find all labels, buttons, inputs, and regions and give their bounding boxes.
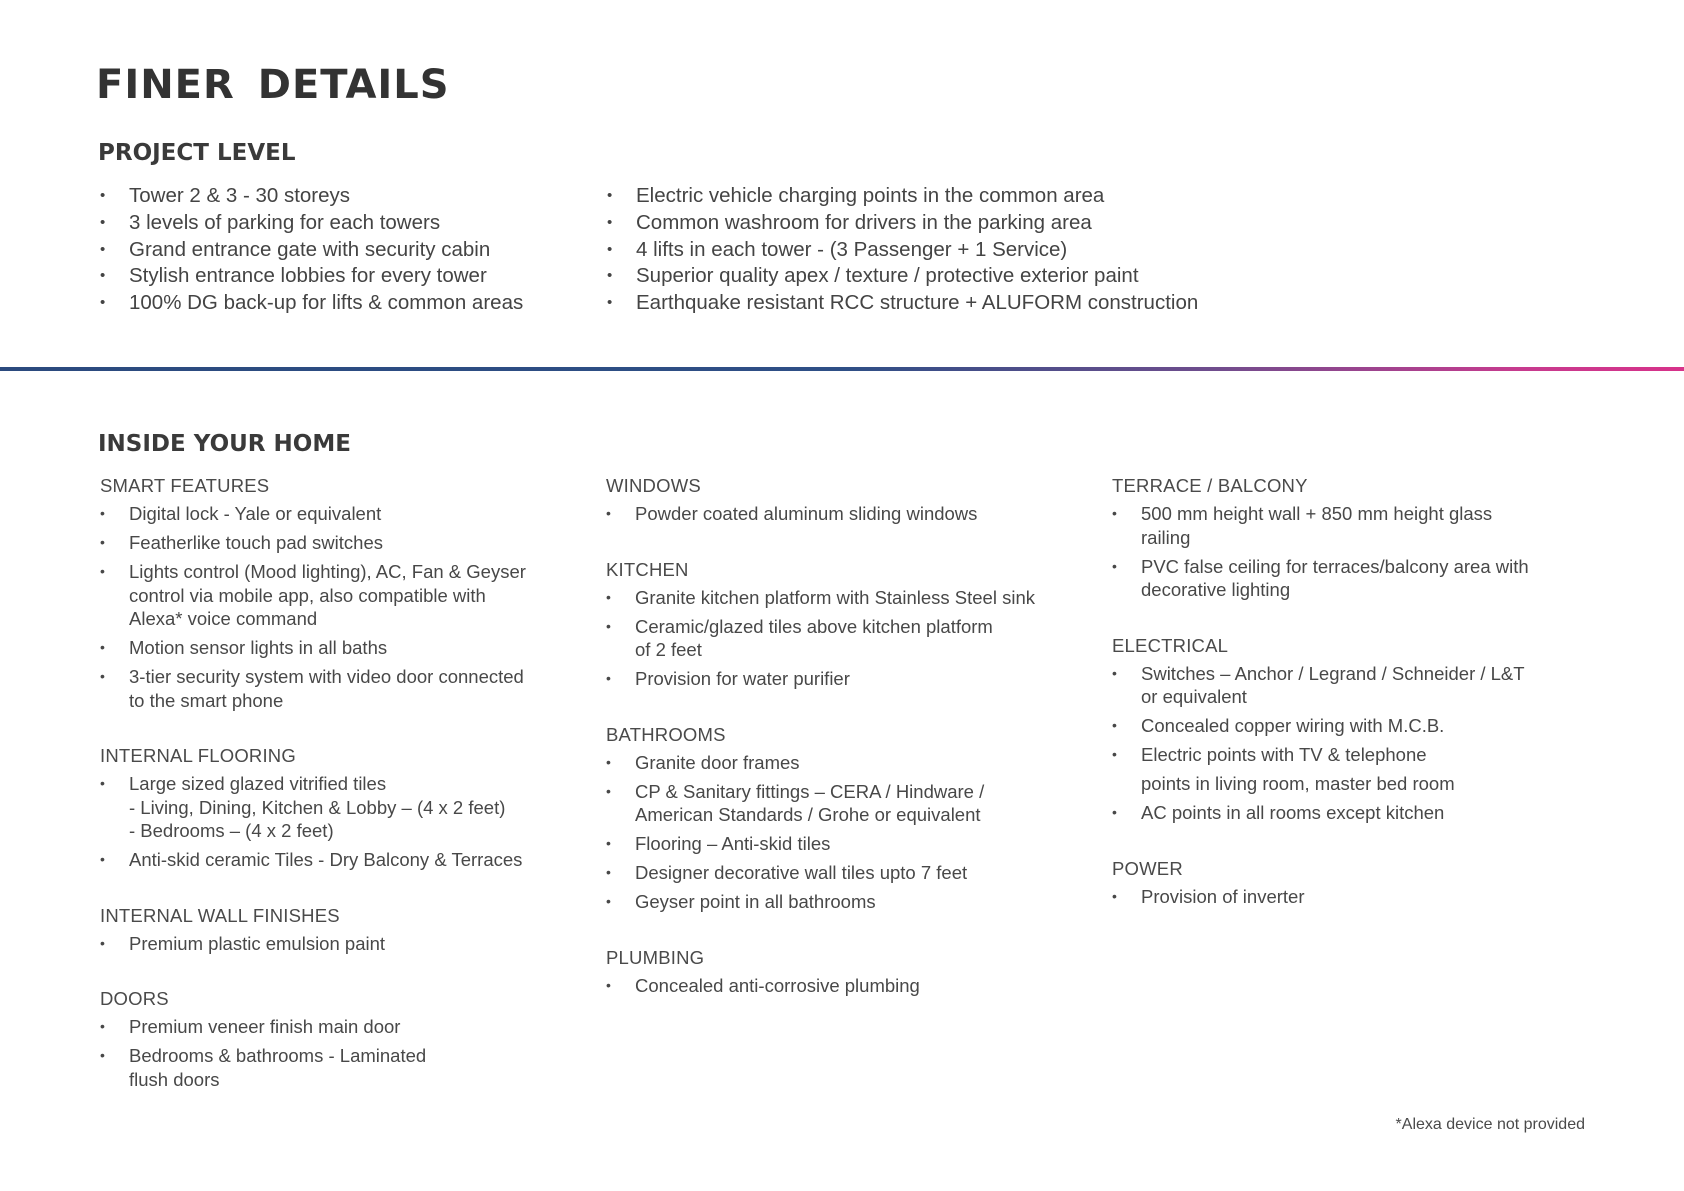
section-title: POWER xyxy=(1112,857,1183,879)
electrical-list xyxy=(1112,662,1572,825)
internal-flooring-section xyxy=(100,744,590,872)
project-level-heading: PROJECT LEVEL xyxy=(98,140,296,166)
list-item: • Granite door frames xyxy=(606,751,1096,775)
electrical-section xyxy=(1112,634,1572,825)
list-item: • 100% DG back-up for lifts & common areas xyxy=(98,290,523,317)
list-item: • Bedrooms & bathrooms - Laminated flush doors xyxy=(100,1044,590,1091)
project-features-right xyxy=(605,183,1198,317)
section-title: WINDOWS xyxy=(606,475,701,496)
list-item: • 500 mm height wall + 850 mm height glass railing xyxy=(1112,502,1572,549)
list-item: • CP & Sanitary fittings – CERA / Hindware / American Standards / Grohe or equivalent xyxy=(606,780,1096,827)
list-item: • Tower 2 & 3 - 30 storeys xyxy=(98,183,523,210)
list-item: • Provision for water purifier xyxy=(606,667,1096,691)
bathrooms-list xyxy=(606,751,1096,914)
list-item: • Earthquake resistant RCC structure + ALUFORM construction xyxy=(605,290,1198,317)
kitchen-section xyxy=(606,558,1096,691)
home-column-2 xyxy=(606,474,1096,1029)
terrace-balcony-section xyxy=(1112,474,1572,602)
windows-list xyxy=(606,502,1096,526)
list-item: • Common washroom for drivers in the parking area xyxy=(605,210,1198,237)
smart-features-section xyxy=(100,474,590,712)
list-item: • 3-tier security system with video door connected to the smart phone xyxy=(100,665,590,712)
section-title: PLUMBING xyxy=(606,946,705,968)
list-item: • AC points in all rooms except kitchen xyxy=(1112,801,1572,825)
list-item: • PVC false ceiling for terraces/balcony area with decorative lighting xyxy=(1112,555,1572,602)
section-title: DOORS xyxy=(100,988,169,1009)
flooring-list xyxy=(100,772,590,872)
plumbing-section xyxy=(606,946,1096,998)
list-item: • Switches – Anchor / Legrand / Schneider / L&T or equivalent xyxy=(1112,662,1572,709)
windows-section xyxy=(606,474,1096,526)
page-title: FINER DETAILS xyxy=(96,62,450,108)
section-title: KITCHEN xyxy=(606,558,689,580)
doors-section xyxy=(100,987,590,1091)
list-item: • Provision of inverter xyxy=(1112,885,1572,909)
list-item: • Concealed anti-corrosive plumbing xyxy=(606,974,1096,998)
section-title: INTERNAL WALL FINISHES xyxy=(100,904,340,926)
list-item: • Designer decorative wall tiles upto 7 feet xyxy=(606,861,1096,885)
list-item: • Large sized glazed vitrified tiles - Living, Dining, Kitchen & Lobby – (4 x 2 feet) - Bedrooms – (4 x 2 feet) xyxy=(100,772,590,843)
section-title: ELECTRICAL xyxy=(1112,634,1229,656)
list-item: • Electric points with TV & telephone xyxy=(1112,743,1572,767)
list-item: • Powder coated aluminum sliding windows xyxy=(606,502,1096,526)
list-item: • Flooring – Anti-skid tiles xyxy=(606,832,1096,856)
home-column-3 xyxy=(1112,474,1572,940)
list-item: • Featherlike touch pad switches xyxy=(100,531,590,555)
terrace-list xyxy=(1112,502,1572,602)
kitchen-list xyxy=(606,586,1096,691)
list-item: • Concealed copper wiring with M.C.B. xyxy=(1112,714,1572,738)
list-item: • Premium veneer finish main door xyxy=(100,1015,590,1039)
list-item: • Superior quality apex / texture / protective exterior paint xyxy=(605,263,1198,290)
list-item: • 3 levels of parking for each towers xyxy=(98,210,523,237)
list-item: • Stylish entrance lobbies for every tower xyxy=(98,263,523,290)
list-item: • Digital lock - Yale or equivalent xyxy=(100,502,590,526)
footnote: *Alexa device not provided xyxy=(1395,1116,1585,1133)
inside-home-heading: INSIDE YOUR HOME xyxy=(98,431,351,457)
project-features-left xyxy=(98,183,523,317)
list-item: • Anti-skid ceramic Tiles - Dry Balcony & Terraces xyxy=(100,848,590,872)
gradient-divider xyxy=(0,367,1684,371)
list-item: • Granite kitchen platform with Stainless Steel sink xyxy=(606,586,1096,610)
list-item: • Electric vehicle charging points in the common area xyxy=(605,183,1198,210)
list-item: • Motion sensor lights in all baths xyxy=(100,636,590,660)
section-title: BATHROOMS xyxy=(606,723,726,745)
list-item: • Lights control (Mood lighting), AC, Fan & Geyser control via mobile app, also compatible with Alexa* voice command xyxy=(100,560,590,631)
list-item: • Grand entrance gate with security cabin xyxy=(98,237,523,264)
bathrooms-section xyxy=(606,723,1096,914)
section-title: INTERNAL FLOORING xyxy=(100,745,296,766)
section-title: TERRACE / BALCONY xyxy=(1112,475,1308,496)
wall-finishes-list xyxy=(100,932,590,956)
list-item: • 4 lifts in each tower - (3 Passenger + 1 Service) xyxy=(605,237,1198,264)
plumbing-list xyxy=(606,974,1096,998)
list-item: points in living room, master bed room xyxy=(1141,773,1455,794)
doors-list xyxy=(100,1015,590,1091)
internal-wall-finishes-section xyxy=(100,904,590,956)
power-list xyxy=(1112,885,1572,909)
smart-features-list xyxy=(100,502,590,712)
home-column-1 xyxy=(100,474,590,1123)
power-section xyxy=(1112,857,1572,909)
list-item: • Premium plastic emulsion paint xyxy=(100,932,590,956)
list-item: • Geyser point in all bathrooms xyxy=(606,890,1096,914)
list-item: • Ceramic/glazed tiles above kitchen platform of 2 feet xyxy=(606,615,1096,662)
section-title: SMART FEATURES xyxy=(100,475,270,496)
